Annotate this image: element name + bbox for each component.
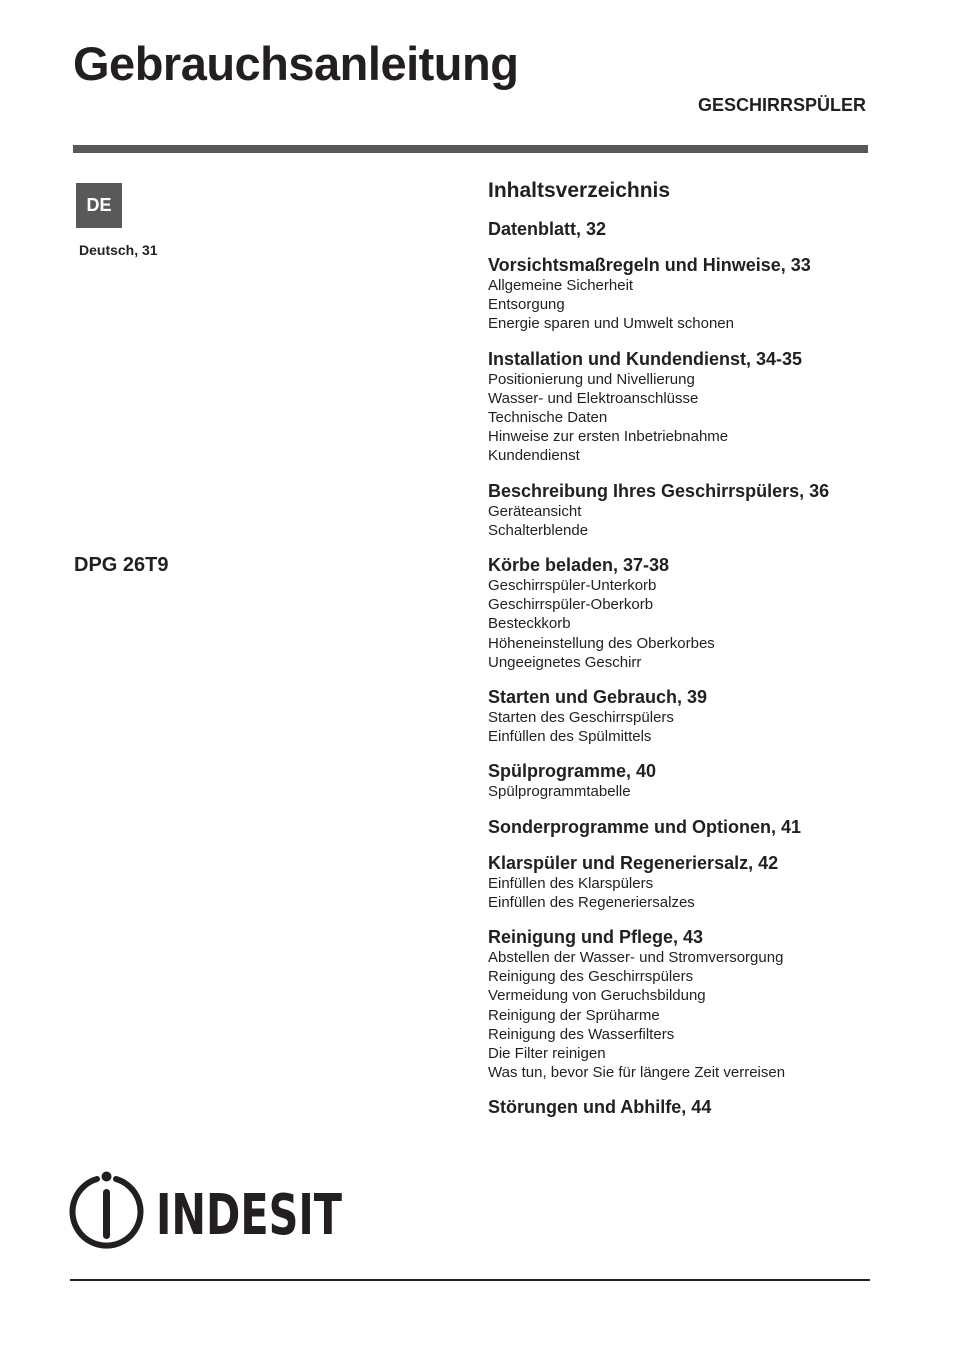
toc-subsection-item[interactable]: Besteckkorb [488,615,571,633]
model-number: DPG 26T9 [74,554,169,576]
toc-subsection-item[interactable]: Einfüllen des Regeneriersalzes [488,893,695,911]
toc-section-title[interactable]: Körbe beladen, 37-38 [488,555,670,576]
toc-subsection-item[interactable]: Abstellen der Wasser- und Stromversorgung [488,949,784,967]
toc-section [488,926,888,1082]
toc-subsection-item[interactable]: Vermeidung von Geruchsbildung [488,987,706,1005]
toc-subsection-item[interactable]: Geschirrspüler-Oberkorb [488,596,654,614]
toc-subsection-item[interactable]: Schalterblende [488,521,589,539]
toc-subsection-item[interactable]: Starten des Geschirrspülers [488,709,674,727]
footer-divider [70,1279,870,1281]
toc-section-title[interactable]: Sonderprogramme und Optionen, 41 [488,816,802,837]
toc-section [488,480,888,540]
toc-subsection-item[interactable]: Wasser- und Elektroanschlüsse [488,389,699,407]
toc-section-title[interactable]: Spülprogramme, 40 [488,761,657,782]
toc-subsection-item[interactable]: Hinweise zur ersten Inbetriebnahme [488,428,729,446]
toc-section-list [488,218,888,1118]
toc-section-title[interactable]: Störungen und Abhilfe, 44 [488,1097,712,1118]
toc-section-title[interactable]: Starten und Gebrauch, 39 [488,687,708,708]
toc-subsection-item[interactable]: Ungeeignetes Geschirr [488,653,642,671]
toc-section [488,1096,888,1118]
toc-subsection-item[interactable]: Kundendienst [488,447,580,465]
toc-section [488,852,888,912]
product-type-label: GESCHIRRSPÜLER [697,95,866,115]
toc-subsection-item[interactable]: Geschirrspüler-Unterkorb [488,577,657,595]
toc-section-title[interactable]: Installation und Kundendienst, 34-35 [488,348,803,369]
indesit-logo [72,1170,347,1246]
toc-section [488,218,888,240]
toc-section-title[interactable]: Reinigung und Pflege, 43 [488,927,704,948]
header-divider [73,145,868,153]
language-badge: DE [76,183,122,228]
toc-section [488,816,888,838]
toc-subsection-item[interactable]: Reinigung des Geschirrspülers [488,968,694,986]
language-page-reference[interactable]: Deutsch, 31 [79,242,158,258]
page-title: Gebrauchsanleitung [73,37,519,90]
toc-subsection-item[interactable]: Geräteansicht [488,502,582,520]
toc-subsection-item[interactable]: Energie sparen und Umwelt schonen [488,315,734,333]
indesit-logo-wordmark: INDESIT [156,1183,342,1248]
toc-subsection-item[interactable]: Allgemeine Sicherheit [488,277,634,294]
toc-subsection-item[interactable]: Technische Daten [488,409,608,427]
toc-section-title[interactable]: Beschreibung Ihres Geschirrspülers, 36 [488,480,830,501]
toc-subsection-item[interactable]: Entsorgung [488,296,565,314]
toc-subsection-item[interactable]: Was tun, bevor Sie für längere Zeit verreisen [488,1064,786,1082]
toc-subsection-item[interactable]: Reinigung der Sprüharme [488,1006,660,1024]
toc-subsection-item[interactable]: Spülprogrammtabelle [488,783,631,801]
toc-section-title[interactable]: Datenblatt, 32 [488,219,607,239]
toc-section [488,254,888,334]
table-of-contents [488,178,888,1132]
toc-heading: Inhaltsverzeichnis [488,179,671,202]
toc-subsection-item[interactable]: Höheneinstellung des Oberkorbes [488,634,715,652]
toc-section [488,554,888,672]
toc-section [488,760,888,801]
toc-subsection-item[interactable]: Die Filter reinigen [488,1045,606,1063]
toc-section [488,686,888,746]
indesit-logo-icon [72,1170,347,1246]
toc-subsection-item[interactable]: Einfüllen des Klarspülers [488,874,654,892]
toc-subsection-item[interactable]: Positionierung und Nivellierung [488,370,695,388]
toc-subsection-item[interactable]: Reinigung des Wasserfilters [488,1025,675,1043]
toc-subsection-item[interactable]: Einfüllen des Spülmittels [488,728,652,746]
toc-section-title[interactable]: Klarspüler und Regeneriersalz, 42 [488,852,779,873]
toc-section [488,348,888,466]
toc-section-title[interactable]: Vorsichtsmaßregeln und Hinweise, 33 [488,255,811,275]
